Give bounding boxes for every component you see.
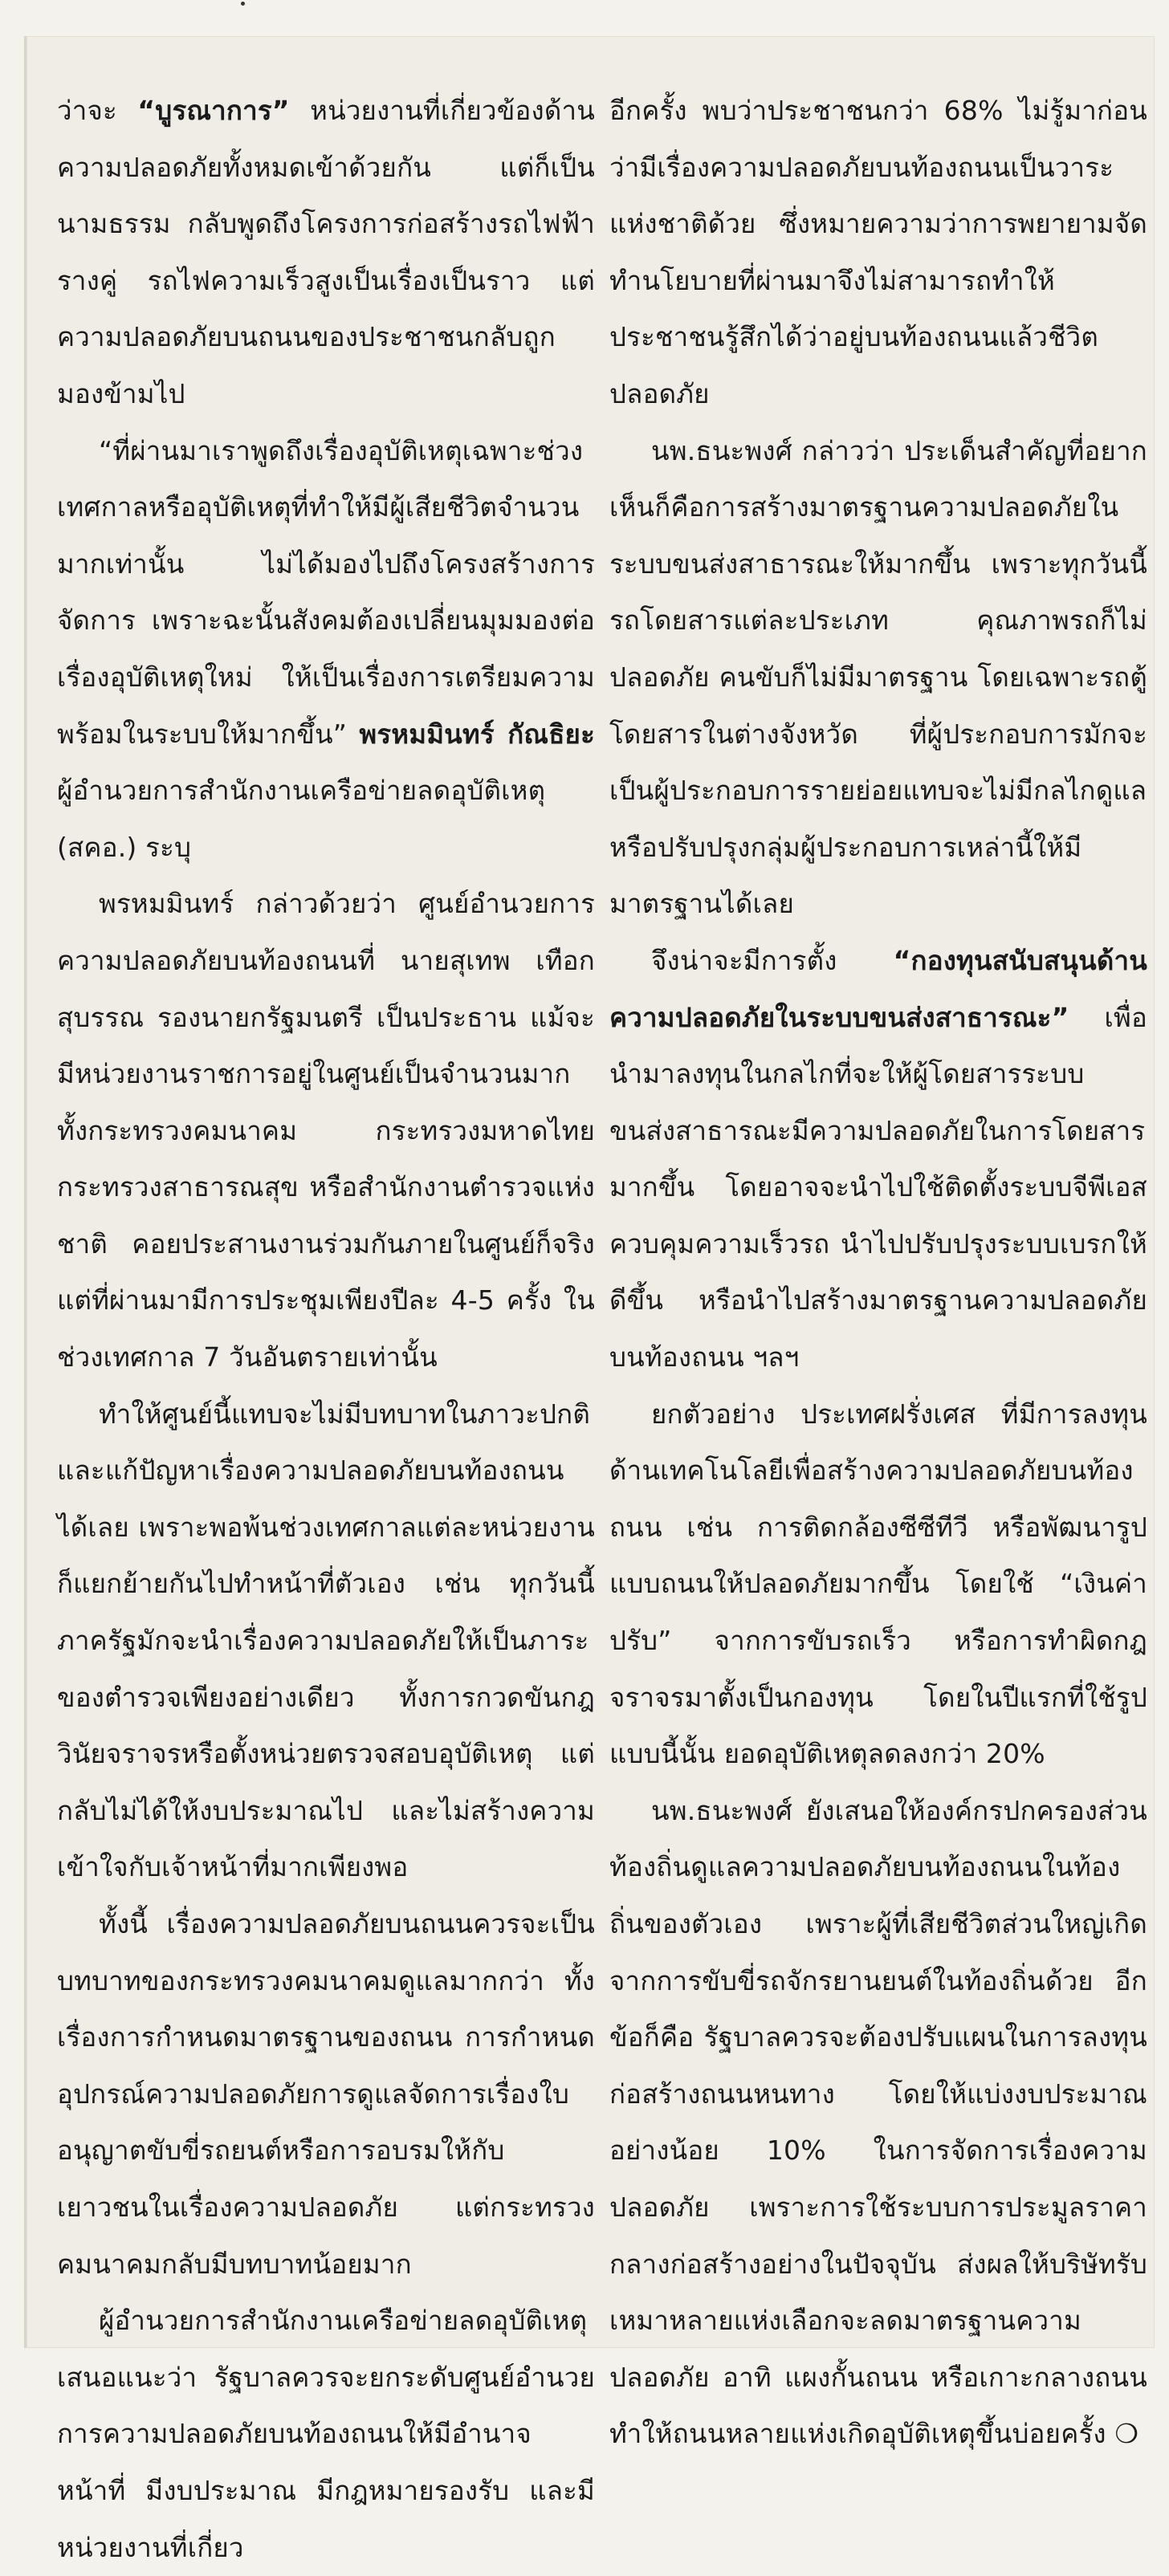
article-paragraph bbox=[609, 423, 1147, 933]
article-paragraph bbox=[57, 423, 595, 877]
article-column-left bbox=[57, 83, 595, 2563]
body-text: นพ.ธนะพงศ์ ยังเสนอให้องค์กรปกครองส่วนท้องถิ่นดูแลความปลอดภัยบนท้องถนนในท้องถิ่นของตัวเอง เพราะผู้ที่เสียชีวิตส่วนใหญ่เกิดจากการขับขี่รถจักรยานยนต์ในท้องถิ่นด้วย อีกข้อก็คือ รัฐบาลควรจะต้องปรับแผนในการลงทุนก่อสร้างถนนหนทาง โดยให้แบ่งงบประมาณอย่างน้อย 10% ในการจัดการเรื่องความปลอดภัย เพราะการใช้ระบบการประมูลราคากลางก่อสร้างอย่างในปัจจุบัน ส่งผลให้บริษัทรับเหมาหลายแห่งเลือกจะลดมาตรฐานความปลอดภัย อาทิ แผงกั้นถนน หรือเกาะกลางถนน ทำให้ถนนหลายแห่งเกิดอุบัติเหตุขึ้นบ่อยครั้ง bbox=[609, 1794, 1147, 2450]
body-text: “ที่ผ่านมาเราพูดถึงเรื่องอุบัติเหตุเฉพาะช่วงเทศกาลหรืออุบัติเหตุที่ทำให้มีผู้เสียชีวิตจำนวนมากเท่านั้น ไม่ได้มองไปถึงโครงสร้างการจัดการ เพราะฉะนั้นสังคมต้องเปลี่ยนมุมมองต่อเรื่องอุบัติเหตุใหม่ ให้เป็นเรื่องการเตรียมความพร้อมในระบบให้มากขึ้น” bbox=[57, 434, 595, 750]
newspaper-clipping bbox=[24, 36, 1155, 2563]
body-text: อีกครั้ง พบว่าประชาชนกว่า 68% ไม่รู้มาก่อนว่ามีเรื่องความปลอดภัยบนท้องถนนเป็นวาระแห่งชาติด้วย ซึ่งหมายความว่าการพยายามจัดทำนโยบายที่ผ่านมาจึงไม่สามารถทำให้ประชาชนรู้สึกได้ว่าอยู่บนท้องถนนแล้วชีวิตปลอดภัย bbox=[609, 95, 1147, 409]
article-paragraph bbox=[609, 1783, 1147, 2463]
body-text: พรหมมินทร์ กล่าวด้วยว่า ศูนย์อำนวยการความปลอดภัยบนท้องถนนที่ นายสุเทพ เทือกสุบรรณ รองนายกรัฐมนตรี เป็นประธาน แม้จะมีหน่วยงานราชการอยู่ในศูนย์เป็นจำนวนมาก ทั้งกระทรวงคมนาคม กระทรวงมหาดไทย กระทรวงสาธารณสุข หรือสำนักงานตำรวจแห่งชาติ คอยประสานงานร่วมกันภายในศูนย์ก็จริง แต่ที่ผ่านมามีการประชุมเพียงปีละ 4-5 ครั้ง ในช่วงเทศกาล 7 วันอันตรายเท่านั้น bbox=[57, 888, 595, 1373]
emphasis-text: ❍ bbox=[1114, 2418, 1139, 2450]
article-paragraph bbox=[57, 876, 595, 1386]
emphasis-text: “กองทุนสนับสนุนด้านความปลอดภัยในระบบขนส่งสาธารณะ” bbox=[609, 944, 1147, 1033]
article-column-right bbox=[609, 83, 1147, 2450]
emphasis-text: “บูรณาการ” bbox=[137, 95, 290, 126]
body-text: ยกตัวอย่าง ประเทศฝรั่งเศส ที่มีการลงทุนด้านเทคโนโลยีเพื่อสร้างความปลอดภัยบนท้องถนน เช่น การติดกล้องซีซีทีวี หรือพัฒนารูปแบบถนนให้ปลอดภัยมากขึ้น โดยใช้ “เงินค่าปรับ” จากการขับรถเร็ว หรือการทำผิดกฎจราจรมาตั้งเป็นกองทุน โดยในปีแรกที่ใช้รูปแบบนี้นั้น ยอดอุบัติเหตุลดลงกว่า 20% bbox=[609, 1398, 1147, 1770]
article-paragraph bbox=[609, 83, 1147, 423]
article-paragraph bbox=[57, 2293, 595, 2576]
speck bbox=[241, 2, 245, 6]
body-text: เพื่อนำมาลงทุนในกลไกที่จะให้ผู้โดยสารระบบขนส่งสาธารณะมีความปลอดภัยในการโดยสารมากขึ้น โดยอาจจะนำไปใช้ติดตั้งระบบจีพีเอสควบคุมความเร็วรถ นำไปปรับปรุงระบบเบรกให้ดีขึ้น หรือนำไปสร้างมาตรฐานความปลอดภัยบนท้องถนน ฯลฯ bbox=[609, 1001, 1147, 1373]
body-text: ผู้อำนวยการสำนักงานเครือข่ายลดอุบัติเหตุ เสนอแนะว่า รัฐบาลควรจะยกระดับศูนย์อำนวยการความปลอดภัยบนท้องถนนให้มีอำนาจหน้าที่ มีงบประมาณ มีกฎหมายรองรับ และมีหน่วยงานที่เกี่ยว bbox=[57, 2305, 595, 2563]
article-paragraph bbox=[609, 933, 1147, 1386]
body-text: จึงน่าจะมีการตั้ง bbox=[651, 944, 894, 976]
article-paragraph bbox=[57, 1386, 595, 1896]
article-paragraph bbox=[609, 1386, 1147, 1783]
emphasis-text: พรหมมินทร์ กัณธิยะ bbox=[359, 718, 595, 750]
body-text: ผู้อำนวยการสำนักงานเครือข่ายลดอุบัติเหตุ (สคอ.) ระบุ bbox=[57, 775, 546, 863]
body-text: ว่าจะ bbox=[57, 95, 138, 126]
article-paragraph bbox=[57, 1896, 595, 2293]
body-text: ทำให้ศูนย์นี้แทบจะไม่มีบทบาทในภาวะปกติและแก้ปัญหาเรื่องความปลอดภัยบนท้องถนนได้เลย เพราะพอพ้นช่วงเทศกาลแต่ละหน่วยงานก็แยกย้ายกันไปทำหน้าที่ตัวเอง เช่น ทุกวันนี้ภาครัฐมักจะนำเรื่องความปลอดภัยให้เป็นภาระของตำรวจเพียงอย่างเดียว ทั้งการกวดขันกฎวินัยจราจรหรือตั้งหน่วยตรวจสอบอุบัติเหตุ แต่กลับไม่ได้ให้งบประมาณไป และไม่สร้างความเข้าใจกับเจ้าหน้าที่มากเพียงพอ bbox=[57, 1398, 595, 1883]
article-paragraph bbox=[57, 83, 595, 423]
body-text: นพ.ธนะพงศ์ กล่าวว่า ประเด็นสำคัญที่อยากเห็นก็คือการสร้างมาตรฐานความปลอดภัยในระบบขนส่งสาธารณะให้มากขึ้น เพราะทุกวันนี้รถโดยสารแต่ละประเภท คุณภาพรถก็ไม่ปลอดภัย คนขับก็ไม่มีมาตรฐาน โดยเฉพาะรถตู้โดยสารในต่างจังหวัด ที่ผู้ประกอบการมักจะเป็นผู้ประกอบการรายย่อยแทบจะไม่มีกลไกดูแล หรือปรับปรุงกลุ่มผู้ประกอบการเหล่านี้ให้มีมาตรฐานได้เลย bbox=[609, 434, 1147, 920]
body-text: ทั้งนี้ เรื่องความปลอดภัยบนถนนควรจะเป็นบทบาทของกระทรวงคมนาคมดูแลมากกว่า ทั้งเรื่องการกำหนดมาตรฐานของถนน การกำหนดอุปกรณ์ความปลอดภัยการดูแลจัดการเรื่องใบอนุญาตขับขี่รถยนต์หรือการอบรมให้กับเยาวชนในเรื่องความปลอดภัย แต่กระทรวงคมนาคมกลับมีบทบาทน้อยมาก bbox=[57, 1908, 595, 2280]
body-text: หน่วยงานที่เกี่ยวข้องด้านความปลอดภัยทั้งหมดเข้าด้วยกัน แต่ก็เป็นนามธรรม กลับพูดถึงโครงการก่อสร้างรถไฟฟ้ารางคู่ รถไฟความเร็วสูงเป็นเรื่องเป็นราว แต่ความปลอดภัยบนถนนของประชาชนกลับถูกมองข้ามไป bbox=[57, 95, 595, 409]
